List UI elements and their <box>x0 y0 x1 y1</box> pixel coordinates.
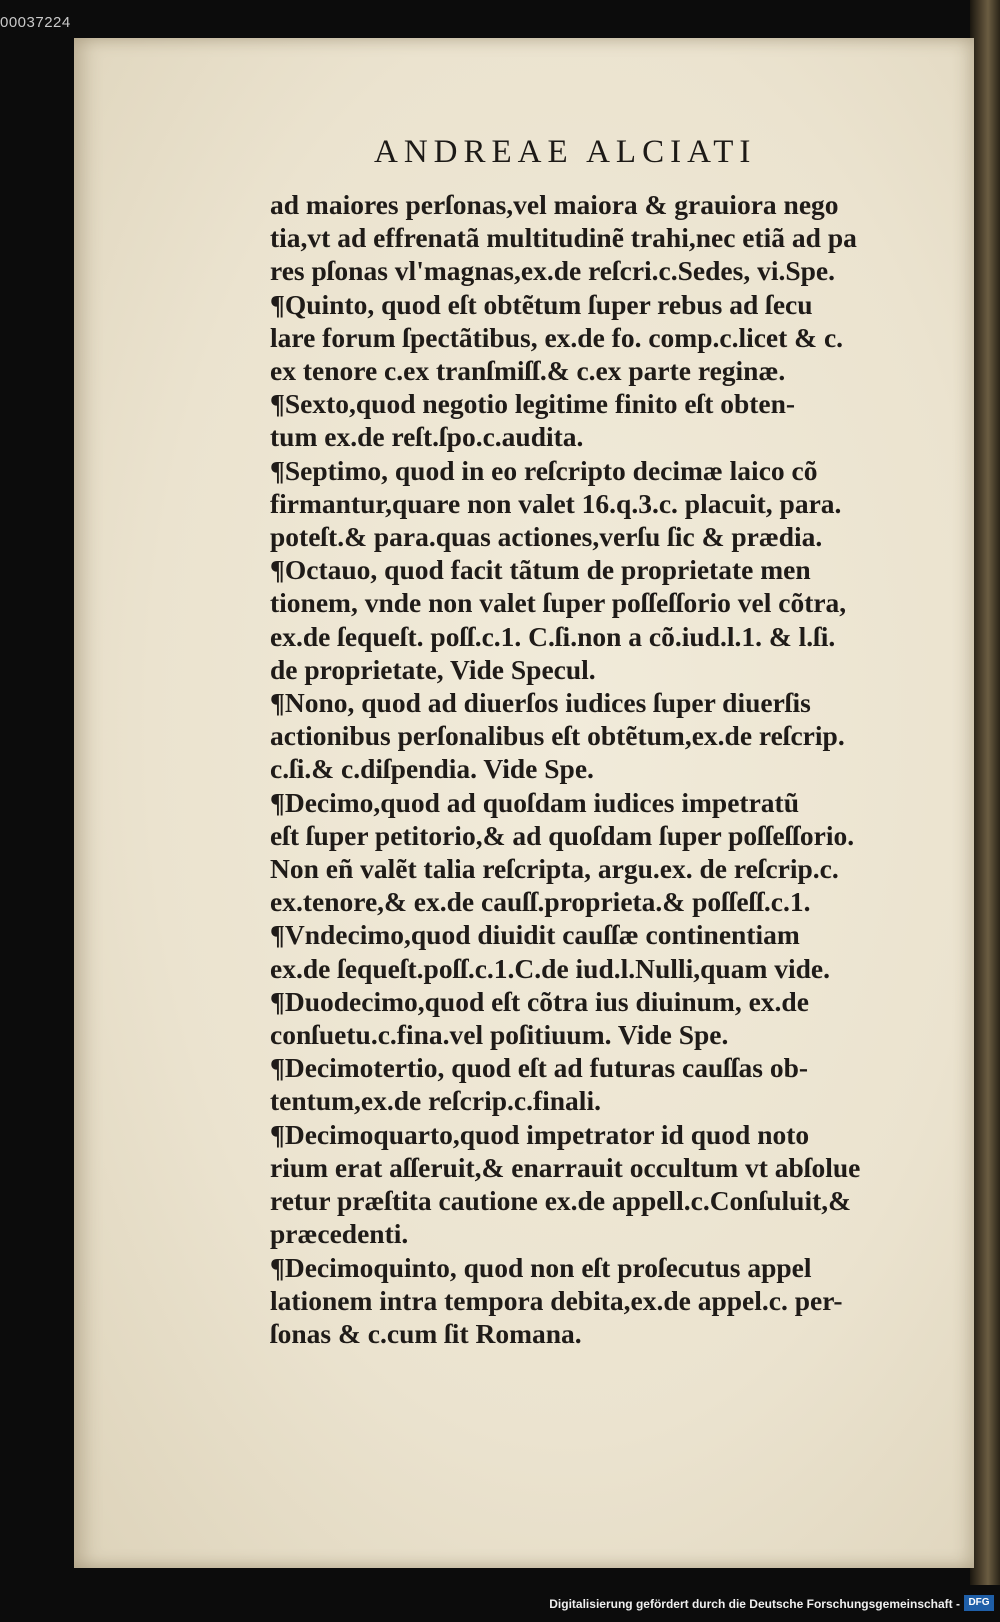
text-line: tionem, vnde non valet ſuper poſſeſſorio vel cõtra, <box>270 587 847 619</box>
book-spine <box>970 0 1000 1585</box>
text-line: ex.tenore,& ex.de cauſſ.proprieta.& poſſeſſ.c.1. <box>270 886 811 918</box>
text-line: ¶Vndecimo,quod diuidit cauſſæ continentiam <box>270 919 800 951</box>
text-line: præcedenti. <box>270 1218 409 1250</box>
text-block <box>270 188 920 1350</box>
running-head: ANDREAE ALCIATI <box>374 134 757 170</box>
text-line: Non eñ valẽt talia reſcripta, argu.ex. de reſcrip.c. <box>270 853 839 885</box>
text-line: res pſonas vl'magnas,ex.de reſcri.c.Sedes, vi.Spe. <box>270 255 836 287</box>
text-line: ſonas & c.cum ſit Romana. <box>270 1317 582 1349</box>
text-line: retur præſtita cautione ex.de appell.c.Conſuluit,& <box>270 1185 852 1217</box>
text-line: tum ex.de reſt.ſpo.c.audita. <box>270 421 584 453</box>
dfg-logo: DFG <box>964 1595 994 1611</box>
text-line: conſuetu.c.fina.vel poſitiuum. Vide Spe. <box>270 1019 729 1051</box>
text-line: ¶Decimo,quod ad quoſdam iudices impetratũ <box>270 786 799 818</box>
text-line: eſt ſuper petitorio,& ad quoſdam ſuper poſſeſſorio. <box>270 819 855 851</box>
text-line: ¶Quinto, quod eſt obtẽtum ſuper rebus ad ſecu <box>270 288 813 320</box>
text-line: c.ſi.& c.diſpendia. Vide Spe. <box>270 753 594 785</box>
text-line: firmantur,quare non valet 16.q.3.c. placuit, para. <box>270 487 842 519</box>
text-line: rium erat aſſeruit,& enarrauit occultum vt abſolue <box>270 1151 861 1183</box>
text-line: ex.de ſequeſt. poſſ.c.1. C.ſi.non a cõ.iud.l.1. & l.ſi. <box>270 620 836 652</box>
text-line: poteſt.& para.quas actiones,verſu ſic & prædia. <box>270 521 823 553</box>
text-line: ex.de ſequeſt.poſſ.c.1.C.de iud.l.Nulli,quam vide. <box>270 952 830 984</box>
text-line: ¶Decimoquarto,quod impetrator id quod noto <box>270 1118 810 1150</box>
text-line: de proprietate, Vide Specul. <box>270 653 596 685</box>
scan-id: 00037224 <box>0 14 71 31</box>
text-line: ¶Nono, quod ad diuerſos iudices ſuper diuerſis <box>270 687 811 719</box>
text-line: lationem intra tempora debita,ex.de appel.c. per- <box>270 1284 843 1316</box>
text-line: tentum,ex.de reſcrip.c.finali. <box>270 1085 601 1117</box>
text-line: ex tenore c.ex tranſmiſſ.& c.ex parte reginæ. <box>270 355 786 387</box>
footer-credit: Digitalisierung gefördert durch die Deutsche Forschungsgemeinschaft - <box>549 1597 960 1611</box>
text-line: lare forum ſpectãtibus, ex.de fo. comp.c.licet & c. <box>270 321 844 353</box>
text-line: ¶Decimoquinto, quod non eſt proſecutus appel <box>270 1251 812 1283</box>
text-line: tia,vt ad effrenatã multitudinẽ trahi,nec etiã ad pa <box>270 222 857 254</box>
text-line: ¶Duodecimo,quod eſt cõtra ius diuinum, ex.de <box>270 985 809 1017</box>
text-line: ¶Octauo, quod facit tãtum de proprietate men <box>270 554 811 586</box>
text-line: ¶Sexto,quod negotio legitime finito eſt obten- <box>270 388 796 420</box>
text-line: ad maiores perſonas,vel maiora & grauiora nego <box>270 189 839 220</box>
text-line: ¶Decimotertio, quod eſt ad futuras cauſſas ob- <box>270 1052 809 1084</box>
book-page <box>74 38 974 1568</box>
text-line: actionibus perſonalibus eſt obtẽtum,ex.de reſcrip. <box>270 720 845 752</box>
text-line: ¶Septimo, quod in eo reſcripto decimæ laico cõ <box>270 454 818 486</box>
